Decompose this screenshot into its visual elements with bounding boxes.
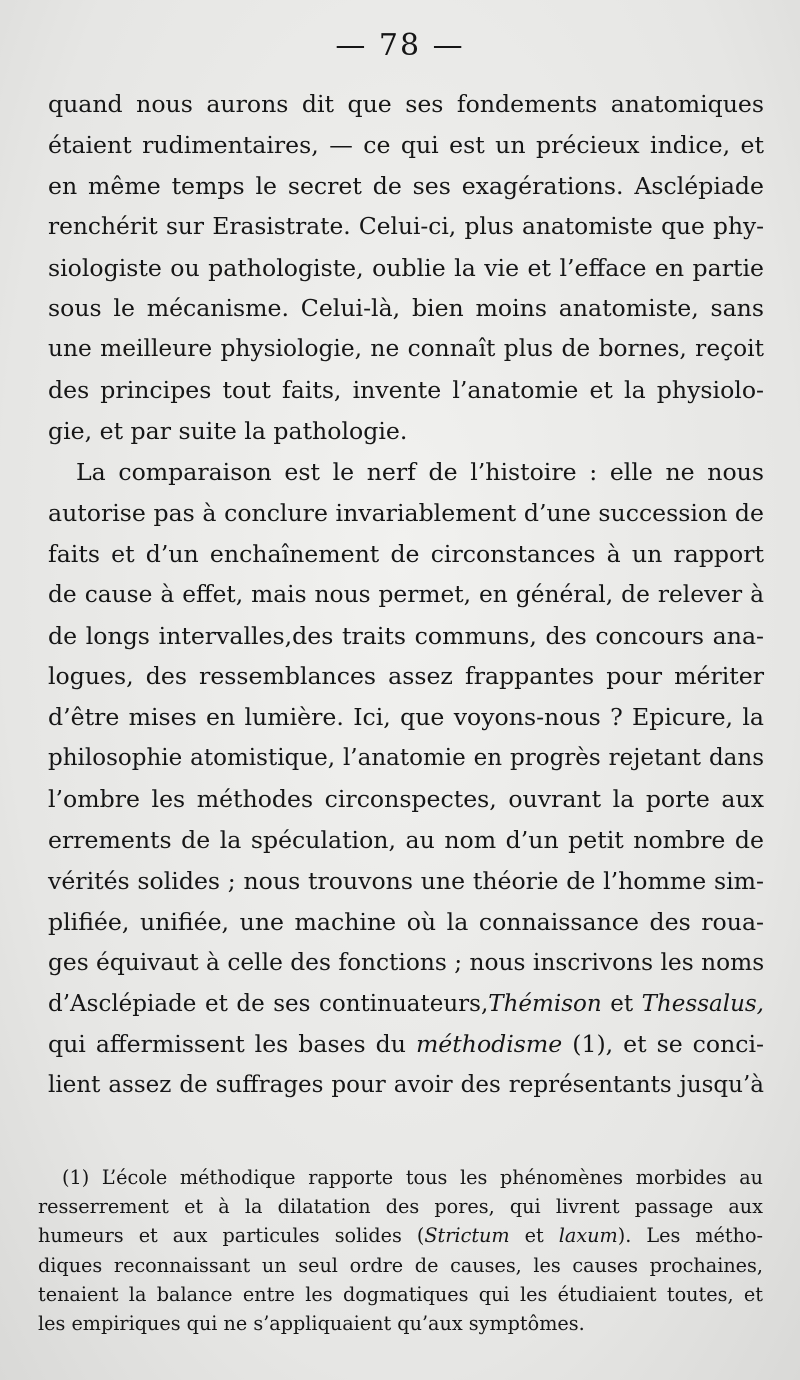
text-line: autorise pas à conclure invariablement d’une succession de	[48, 498, 764, 527]
text-line: logues, des ressemblances assez frappantes pour mériter	[48, 662, 764, 691]
text-line: étaient rudimentaires, — ce qui est un précieux indice, et	[48, 130, 764, 159]
text-line: lient assez de suffrages pour avoir des représentants jusqu’à	[48, 1072, 764, 1099]
italic-name: Thessalus,	[641, 990, 764, 1017]
text-line: renchérit sur Erasistrate. Celui-ci, plus anatomiste que phy-	[48, 212, 764, 240]
text-line: de cause à effet, mais nous permet, en général, de relever à	[48, 580, 764, 608]
text-run: humeurs et aux particules solides (	[38, 1224, 425, 1248]
text-line: de longs intervalles,des traits communs, des concours ana-	[48, 621, 764, 650]
footnote-line: les empiriques qui ne s’appliquaient qu’aux symptômes.	[38, 1311, 585, 1335]
main-text	[48, 84, 764, 1106]
footnote-line: diques reconnaissant un seul ordre de causes, les causes prochaines,	[38, 1253, 763, 1277]
text-run: et	[601, 990, 642, 1017]
text-line: quand nous aurons dit que ses fondements anatomiques	[48, 90, 764, 118]
text-line: des principes tout faits, invente l’anatomie et la physiolo-	[48, 376, 764, 405]
text-run: (1), et se conci-	[562, 1030, 765, 1059]
text-line: vérités solides ; nous trouvons une théorie de l’homme sim-	[48, 866, 764, 895]
text-line: siologiste ou pathologiste, oublie la vie et l’efface en partie	[48, 253, 764, 282]
text-line: une meilleure physiologie, ne connaît plus de bornes, reçoit	[48, 335, 764, 363]
text-line: ges équivaut à celle des fonctions ; nous inscrivons les noms	[48, 948, 765, 976]
page-number: — 78 —	[335, 28, 465, 63]
text-line: d’être mises en lumière. Ici, que voyons-nous ? Epicure, la	[48, 703, 764, 732]
text-line: en même temps le secret de ses exagérations. Asclépiade	[48, 171, 764, 200]
text-line: La comparaison est le nerf de l’histoire : elle ne nous	[76, 458, 764, 487]
text-line: plifiée, unifiée, une machine où la connaissance des roua-	[48, 907, 764, 936]
footnote	[38, 1163, 763, 1338]
text-run: qui affermissent les bases du	[48, 1030, 416, 1059]
text-line: sous le mécanisme. Celui-là, bien moins anatomiste, sans	[48, 294, 764, 323]
footnote-line: (1) L’école méthodique rapporte tous les phénomènes morbides au	[62, 1166, 763, 1189]
text-line: philosophie atomistique, l’anatomie en progrès rejetant dans	[48, 745, 764, 772]
italic-term: laxum	[558, 1224, 618, 1248]
text-run: ). Les métho-	[617, 1224, 763, 1248]
footnote-line: tenaient la balance entre les dogmatiques qui les étudiaient toutes, et	[38, 1282, 763, 1306]
text-run: d’Asclépiade et de ses continuateurs,	[48, 990, 489, 1017]
italic-term: Strictum	[424, 1224, 510, 1248]
text-run: et	[509, 1224, 559, 1248]
text-line: errements de la spéculation, au nom d’un petit nombre de	[48, 826, 764, 855]
text-line: faits et d’un enchaînement de circonstances à un rapport	[48, 539, 764, 568]
italic-name: Thémison	[488, 990, 602, 1017]
text-line	[48, 984, 764, 1025]
italic-term: méthodisme	[415, 1030, 563, 1059]
footnote-line: resserrement et à la dilatation des pores, qui livrent passage aux	[38, 1195, 763, 1219]
text-line: l’ombre les méthodes circonspectes, ouvrant la porte aux	[48, 785, 764, 814]
text-line: gie, et par suite la pathologie.	[48, 417, 408, 446]
text-line	[48, 1024, 764, 1065]
footnote-line	[38, 1221, 763, 1250]
